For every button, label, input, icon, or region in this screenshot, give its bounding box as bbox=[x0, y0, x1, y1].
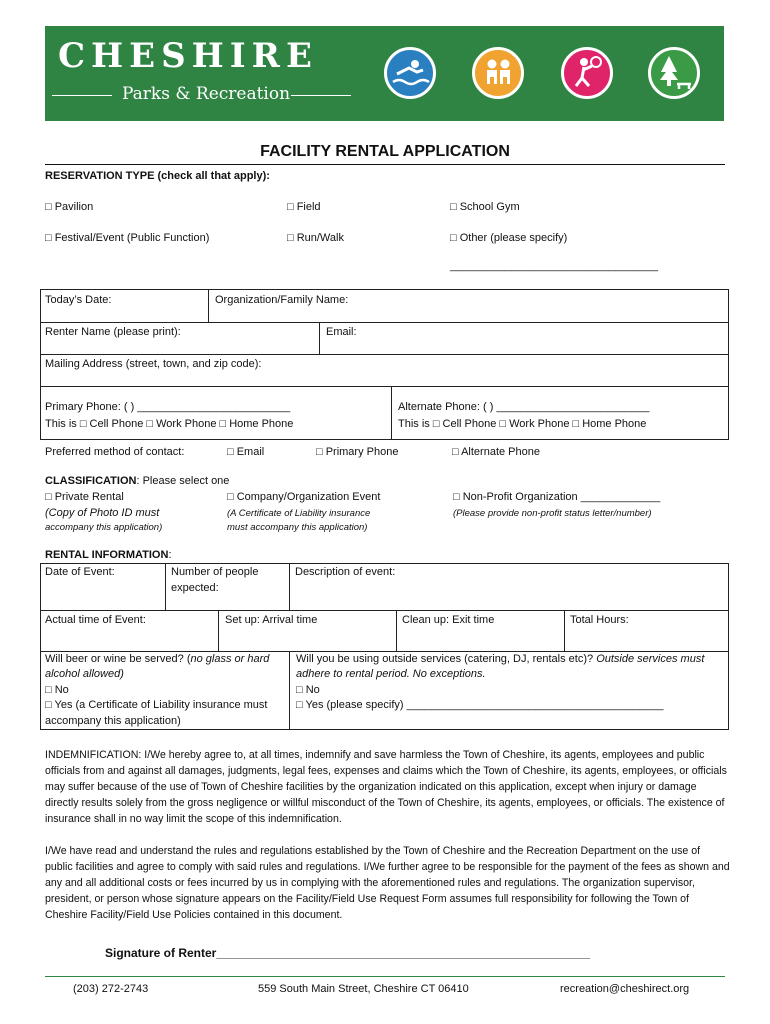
reservation-heading: RESERVATION TYPE (check all that apply): bbox=[45, 170, 270, 182]
agreement-paragraph: I/We have read and understand the rules and regulations established by the Town of Cheshire and the Recreation Department on the use of public facilities and agree to comply with said rules and regulations. I/We further agree to be responsible for the payment of the fees as shown and any and all additional costs or fees incurred by us in complying with the aforementioned rules and regulations. The organization supervisor, president, or person whose signature appears on the Facility/Field Use Request Form assumes full responsibility for following the Town of Cheshire Facility/Field Use Policies contained in this document. bbox=[45, 845, 730, 921]
number-people-label[interactable]: Number of people bbox=[171, 566, 259, 578]
footer-phone: (203) 272-2743 bbox=[73, 983, 149, 995]
description-field[interactable]: Description of event: bbox=[295, 566, 396, 578]
date-of-event-field[interactable]: Date of Event: bbox=[45, 566, 115, 578]
checkbox-beer-yes[interactable]: □ Yes (a Certificate of Liability insurance must bbox=[45, 699, 268, 711]
indemnification-paragraph: INDEMNIFICATION: I/We hereby agree to, at all times, indemnify and save harmless the Town of Cheshire, its agents, employees and public officials from and against all damages, judgments, legal fees, expenses and claims which the Town of Cheshire, its agents, employees, or officials may suffer because of the use of Town of Cheshire facilities by the organization indicated on this application, except when injury or damage directly results solely from the gross negligence or willful misconduct of the Town of Cheshire, its agents, employees, or officials. The existence of insurance shall in no way limit the scope of this indemnification. bbox=[45, 749, 727, 825]
checkbox-pref-email[interactable]: □ Email bbox=[227, 446, 265, 458]
checkbox-school-gym[interactable]: □ School Gym bbox=[450, 201, 520, 213]
alternate-phone-type[interactable]: This is □ Cell Phone □ Work Phone □ Home Phone bbox=[398, 418, 647, 430]
footer-email: recreation@cheshirect.org bbox=[560, 983, 690, 995]
other-specify-line[interactable]: __________________________________ bbox=[450, 260, 659, 272]
checkbox-pref-primary[interactable]: □ Primary Phone bbox=[316, 446, 399, 458]
company-event-note-2: must accompany this application) bbox=[227, 522, 368, 533]
beer-yes-note: accompany this application) bbox=[45, 715, 181, 727]
company-event-note: (A Certificate of Liability insurance bbox=[227, 508, 371, 519]
email-field[interactable]: Email: bbox=[326, 326, 357, 338]
primary-phone-type[interactable]: This is □ Cell Phone □ Work Phone □ Home Phone bbox=[45, 418, 294, 430]
footer-rule bbox=[45, 976, 725, 977]
primary-phone-field[interactable]: Primary Phone: ( ) _________________________ bbox=[45, 401, 291, 413]
checkbox-outside-no[interactable]: □ No bbox=[296, 684, 320, 696]
actual-time-field[interactable]: Actual time of Event: bbox=[45, 614, 146, 626]
renter-name-field[interactable]: Renter Name (please print): bbox=[45, 326, 181, 338]
classification-heading: CLASSIFICATION: Please select one bbox=[45, 475, 230, 487]
todays-date-field[interactable]: Today’s Date: bbox=[45, 294, 112, 306]
checkbox-pavilion[interactable]: □ Pavilion bbox=[45, 201, 94, 213]
private-rental-note-2: accompany this application) bbox=[45, 522, 163, 533]
number-people-label-2: expected: bbox=[171, 582, 219, 594]
tennis-player-icon bbox=[561, 47, 613, 99]
cleanup-time-field[interactable]: Clean up: Exit time bbox=[402, 614, 495, 626]
checkbox-beer-no[interactable]: □ No bbox=[45, 684, 69, 696]
checkbox-festival-event[interactable]: □ Festival/Event (Public Function) bbox=[45, 232, 210, 244]
checkbox-nonprofit[interactable]: □ Non-Profit Organization _____________ bbox=[453, 491, 661, 503]
outside-services-question-2: adhere to rental period. No exceptions. bbox=[296, 668, 486, 680]
total-hours-field[interactable]: Total Hours: bbox=[570, 614, 629, 626]
brand-divider-right bbox=[291, 95, 351, 96]
beer-wine-question: Will beer or wine be served? (no glass or hard bbox=[45, 653, 270, 665]
rental-info-heading: RENTAL INFORMATION: bbox=[45, 549, 172, 561]
checkbox-field[interactable]: □ Field bbox=[287, 201, 321, 213]
mailing-address-field[interactable]: Mailing Address (street, town, and zip code): bbox=[45, 358, 262, 370]
brand-subtitle: Parks & Recreation bbox=[122, 84, 291, 104]
signature-line[interactable]: Signature of Renter________________________________________________________ bbox=[105, 946, 591, 960]
brand-title: CHESHIRE bbox=[58, 36, 318, 76]
nonprofit-note: (Please provide non-profit status letter/number) bbox=[453, 508, 652, 519]
checkbox-pref-alternate[interactable]: □ Alternate Phone bbox=[452, 446, 540, 458]
outside-services-question: Will you be using outside services (catering, DJ, rentals etc)? Outside services must bbox=[296, 653, 705, 665]
children-icon bbox=[472, 47, 524, 99]
preferred-contact-label: Preferred method of contact: bbox=[45, 446, 185, 458]
organization-name-field[interactable]: Organization/Family Name: bbox=[215, 294, 349, 306]
setup-time-field[interactable]: Set up: Arrival time bbox=[225, 614, 318, 626]
private-rental-note: (Copy of Photo ID must bbox=[45, 507, 160, 519]
checkbox-company-event[interactable]: □ Company/Organization Event bbox=[227, 491, 381, 503]
page-title: FACILITY RENTAL APPLICATION bbox=[260, 143, 510, 160]
checkbox-private-rental[interactable]: □ Private Rental bbox=[45, 491, 124, 503]
footer-address: 559 South Main Street, Cheshire CT 06410 bbox=[258, 983, 469, 995]
checkbox-other[interactable]: □ Other (please specify) bbox=[450, 232, 568, 244]
swimmer-icon bbox=[384, 47, 436, 99]
brand-divider-left bbox=[52, 95, 112, 96]
picnic-trees-icon bbox=[648, 47, 700, 99]
alternate-phone-field[interactable]: Alternate Phone: ( ) _________________________ bbox=[398, 401, 650, 413]
title-rule bbox=[45, 164, 725, 165]
beer-wine-question-2: alcohol allowed) bbox=[45, 668, 124, 680]
checkbox-outside-yes[interactable]: □ Yes (please specify) __________________________________________ bbox=[296, 699, 664, 711]
checkbox-run-walk[interactable]: □ Run/Walk bbox=[287, 232, 344, 244]
